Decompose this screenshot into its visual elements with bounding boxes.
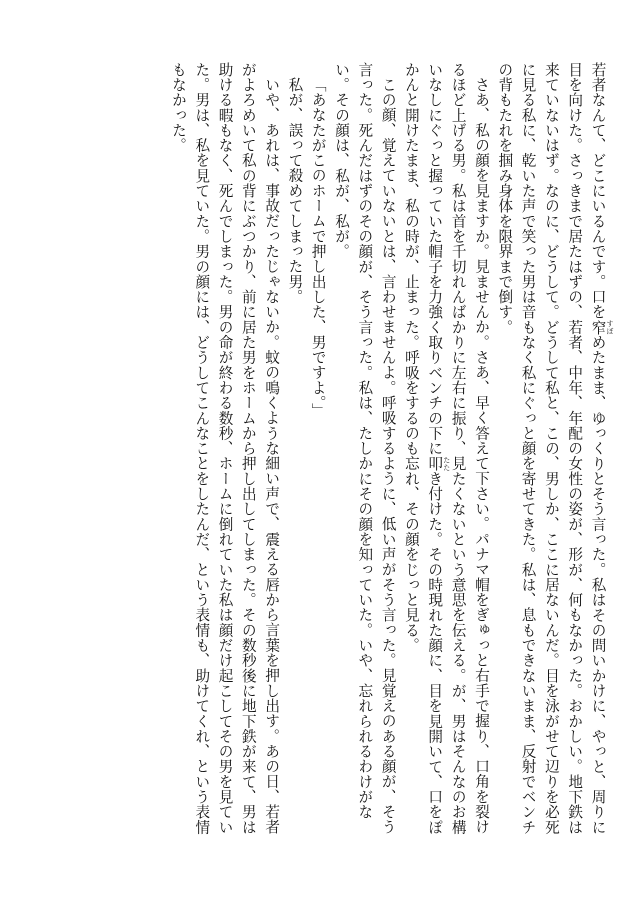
text-run: この顔、覚えていないとは、言わせませんよ。呼吸するように、低い声がそう言った。見覚えのある顔が、そう言った。死んだはずのその顔が、そう言った。私は、たしかにその顔を知っていた。いや、忘れられるわけがない。その顔は、私が、私が。: [333, 62, 397, 835]
text-run: 若者なんて、どこにいるんです。口を: [589, 62, 607, 320]
paragraph: [330, 62, 400, 842]
text-run: き付けた。その時現れた顔に、目を見開いて、口をぽかんと開けたまま、私の時が、止まった。呼吸をするのも忘れ、その顔をじっと見る。: [402, 62, 444, 835]
paragraph: [306, 62, 329, 842]
text-run: いや、あれは、事故だったじゃないか。蚊の鳴くような細い声で、震える唇から言葉を押し出す。あの日、若者がよろめいて私の背にぶつかり、前に居た男をホームから押し出してしまった。その数秒後に地下鉄が来て、男は助ける暇もなく、死んでしまった。男の命が終わる数秒、ホームに倒れていた私は顔だけ起こしてその男を見ていた。男は、私を見ていた。男の顔には、どうしてこんなことをしたんだ、という表情も、助けてくれ、という表情もなかった。: [169, 62, 281, 835]
ruby-reading: たた: [442, 455, 451, 472]
text-run: さあ、私の顔を見ますか。見ませんか。さあ、早く答えて下さい。パナマ帽をぎゅっと右手で握り、口角を裂けるほど上げる男。私は首を千切れんばかりに左右に振り、見たくないという意思を伝える。が、男はそんなのお構いなしにぐっと握っていた帽子を力強く取りベンチの下に: [426, 62, 491, 835]
text-run: 私が、誤って殺めてしまった男。: [286, 76, 304, 304]
ruby-reading: すぼ: [606, 319, 614, 335]
paragraph: [283, 62, 306, 842]
ruby-base: 叩: [426, 455, 444, 472]
ruby-base: 窄: [589, 319, 607, 335]
paragraph: [400, 62, 493, 842]
ruby-annotation: [589, 319, 614, 335]
text-run: めたまま、ゆっくりとそう言った。私はその問いかけに、やっと、周りに目を向けた。さっきまで居たはずの、若者、中年、年配の女性の姿が、形が、何もなかった。おかしい。地下鉄は来ていないはず。なのに、どうして。どうして私と、この、男しか、ここに居ないんだ。目を泳がせて辺りを必死に見る私に、乾いた声で笑った男は音もなく私にぐっと顔を寄せてきた。私は、息もできないまま、反射でベンチの背もたれを掴み身体を限界まで倒す。: [496, 62, 607, 835]
text-run: 「あなたがこのホームで押し出した、男ですよ。」: [309, 76, 327, 418]
paragraph: [493, 62, 614, 842]
ruby-annotation: [426, 455, 451, 472]
vertical-text-body: [26, 62, 614, 842]
paragraph: [167, 62, 283, 842]
